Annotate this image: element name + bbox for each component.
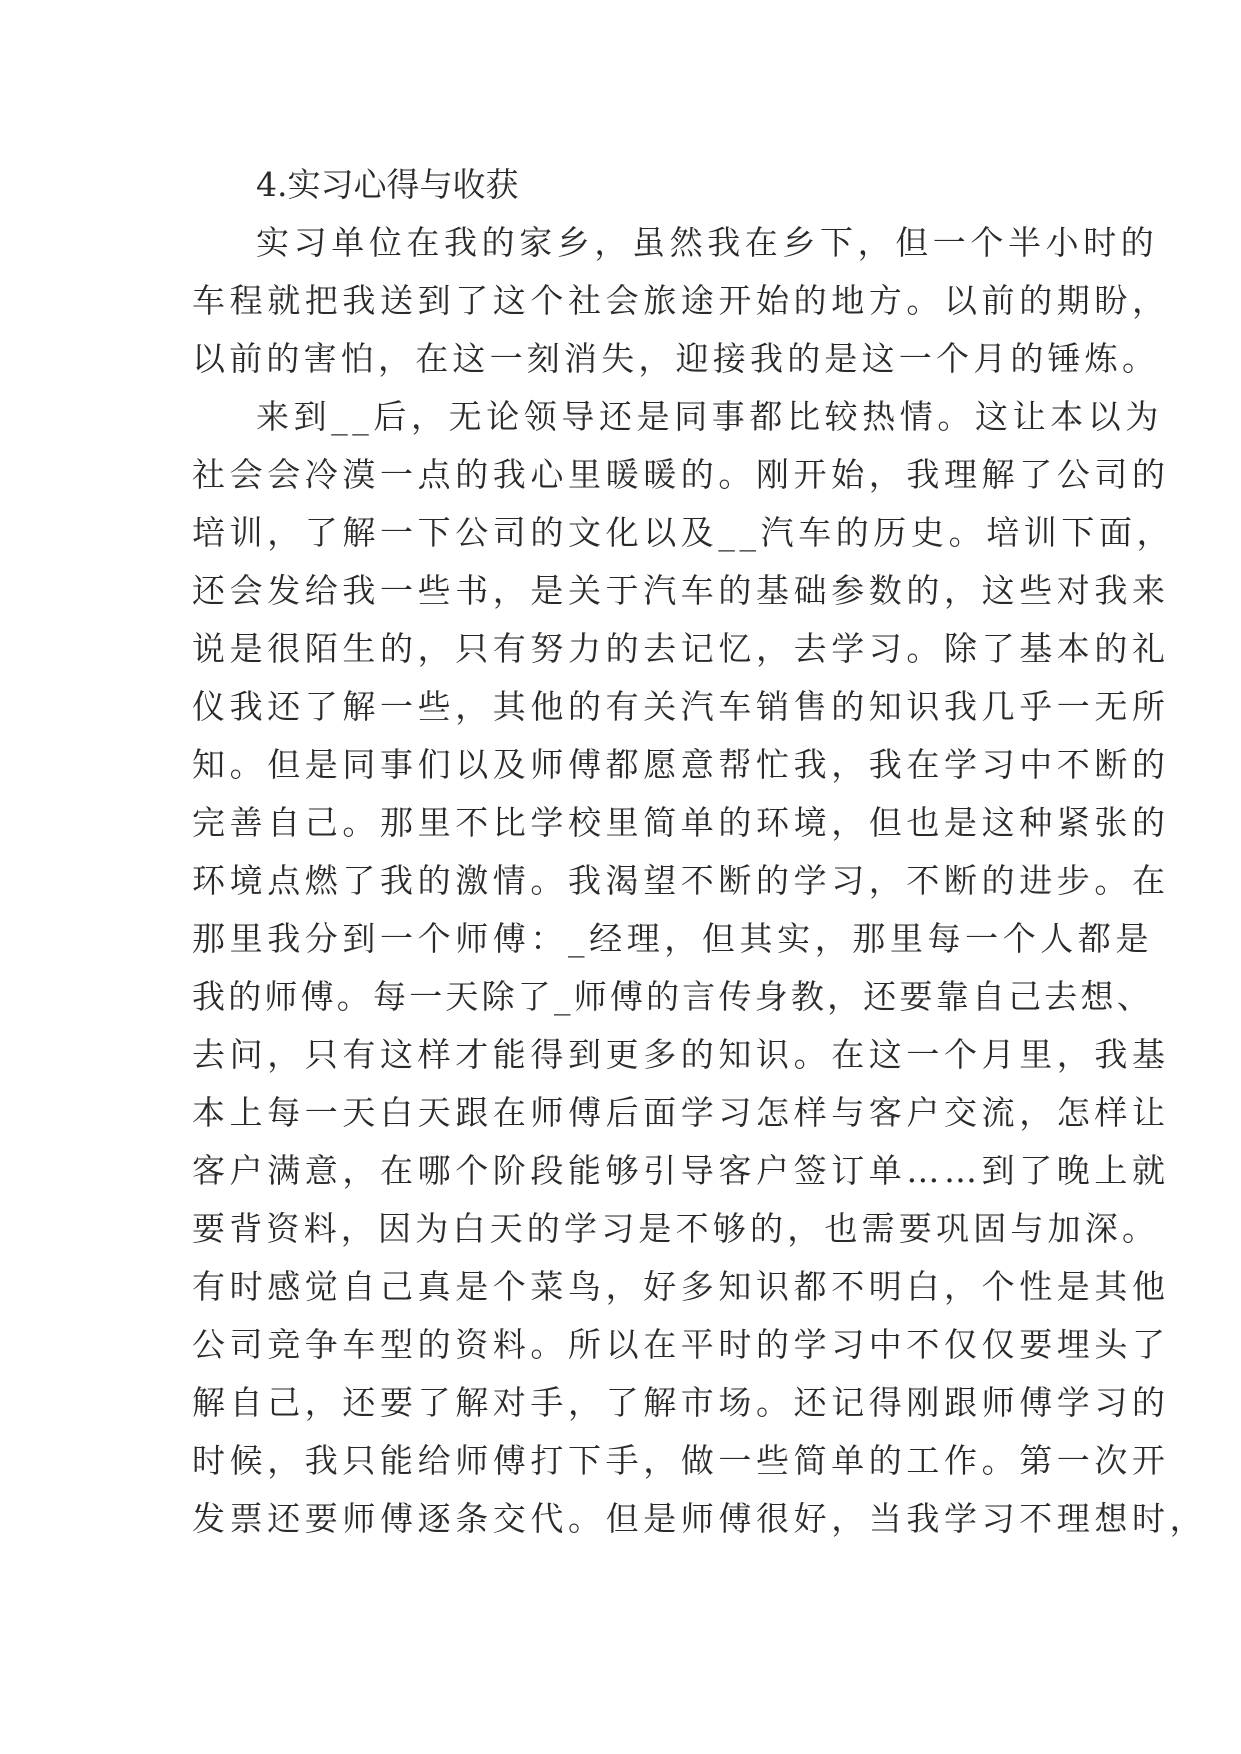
text-line: 那里我分到一个师傅：_经理，但其实，那里每一个人都是 xyxy=(192,919,1154,958)
text-line: 培训，了解一下公司的文化以及__汽车的历史。培训下面， xyxy=(192,513,1175,552)
text-line: 仪我还了解一些，其他的有关汽车销售的知识我几乎一无所 xyxy=(192,687,1170,726)
text-line: 实习单位在我的家乡，虽然我在乡下，但一个半小时的 xyxy=(256,223,1159,262)
text-line: 以前的害怕，在这一刻消失，迎接我的是这一个月的锤炼。 xyxy=(192,339,1160,378)
text-line: 要背资料，因为白天的学习是不够的，也需要巩固与加深。 xyxy=(192,1209,1160,1248)
text-line: 我的师傅。每一天除了_师傅的言传身教，还要靠自己去想、 xyxy=(192,977,1153,1016)
text-line: 解自己，还要了解对手，了解市场。还记得刚跟师傅学习的 xyxy=(192,1383,1170,1422)
text-line: 完善自己。那里不比学校里简单的环境，但也是这种紧张的 xyxy=(192,803,1170,842)
text-line: 去问，只有这样才能得到更多的知识。在这一个月里，我基 xyxy=(192,1035,1170,1074)
text-line: 环境点燃了我的激情。我渴望不断的学习，不断的进步。在 xyxy=(192,861,1170,900)
text-line: 客户满意，在哪个阶段能够引导客户签订单……到了晚上就 xyxy=(192,1151,1170,1190)
text-line: 说是很陌生的，只有努力的去记忆，去学习。除了基本的礼 xyxy=(192,629,1170,668)
text-line: 公司竞争车型的资料。所以在平时的学习中不仅仅要埋头了 xyxy=(192,1325,1170,1364)
text-line: 本上每一天白天跟在师傅后面学习怎样与客户交流，怎样让 xyxy=(192,1093,1170,1132)
text-line: 来到__后，无论领导还是同事都比较热情。这让本以为 xyxy=(256,397,1163,436)
text-line: 时候，我只能给师傅打下手，做一些简单的工作。第一次开 xyxy=(192,1441,1170,1480)
section-heading: 4.实习心得与收获 xyxy=(256,165,519,204)
text-line: 车程就把我送到了这个社会旅途开始的地方。以前的期盼， xyxy=(192,281,1170,320)
text-line: 还会发给我一些书，是关于汽车的基础参数的，这些对我来 xyxy=(192,571,1170,610)
text-line: 社会会冷漠一点的我心里暖暖的。刚开始，我理解了公司的 xyxy=(192,455,1170,494)
text-line: 知。但是同事们以及师傅都愿意帮忙我，我在学习中不断的 xyxy=(192,745,1170,784)
text-line: 有时感觉自己真是个菜鸟，好多知识都不明白，个性是其他 xyxy=(192,1267,1170,1306)
text-line: 发票还要师傅逐条交代。但是师傅很好，当我学习不理想时， xyxy=(192,1499,1208,1538)
